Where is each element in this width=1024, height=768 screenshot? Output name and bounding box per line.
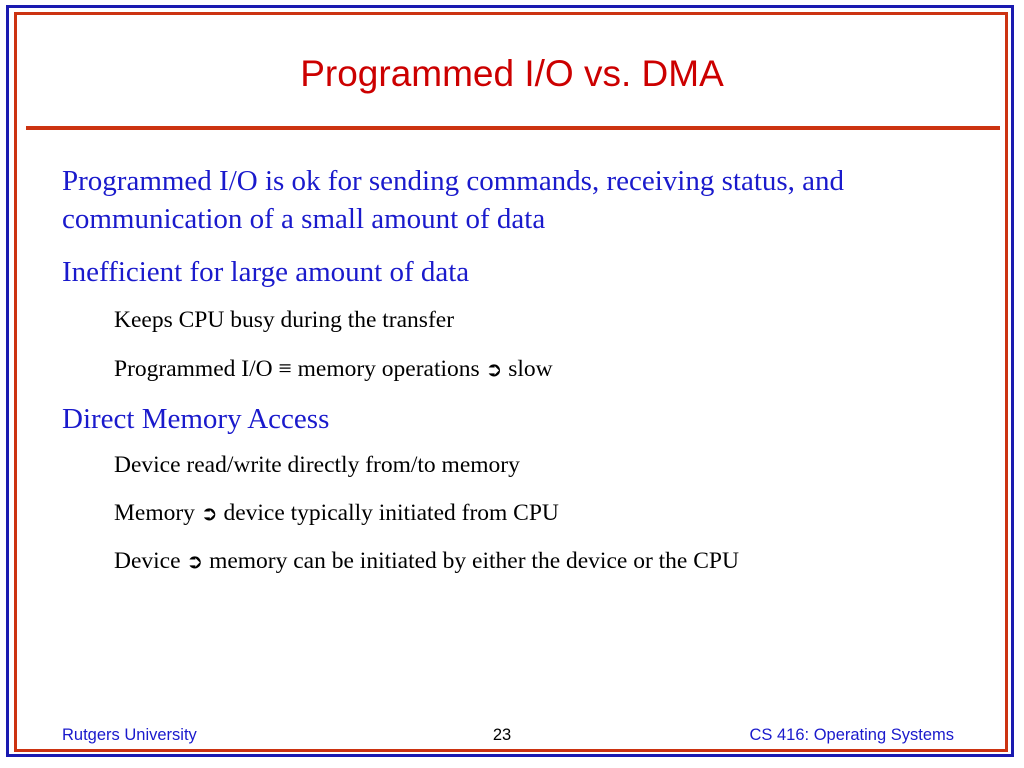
slide-body	[62, 162, 962, 576]
bullet-dma: Direct Memory Access	[62, 403, 330, 435]
subbullet-cpu-busy: Keeps CPU busy during the transfer	[114, 307, 455, 333]
subbullet-memory-operations: Programmed I/O ≡ memory operations ➲ slow	[114, 356, 553, 382]
bullet-programmed-io: Programmed I/O is ok for sending commands, receiving status, and communication of a small amount of data	[62, 165, 845, 235]
bullet-inefficient: Inefficient for large amount of data	[62, 256, 470, 288]
subbullet-device-to-memory: Device ➲ memory can be initiated by either the device or the CPU	[114, 548, 739, 574]
subbullet-memory-to-device: Memory ➲ device typically initiated from CPU	[114, 500, 559, 526]
arrow-icon: ➲	[200, 501, 218, 525]
equivalence-symbol: ≡	[278, 356, 292, 382]
footer-institution: Rutgers University	[62, 726, 197, 744]
subbullet-device-read-write: Device read/write directly from/to memory	[114, 452, 520, 478]
slide-title: Programmed I/O vs. DMA	[300, 53, 724, 94]
footer-course: CS 416: Operating Systems	[749, 726, 954, 744]
page-number: 23	[492, 726, 512, 744]
title-divider	[26, 126, 1000, 130]
arrow-icon: ➲	[485, 357, 503, 381]
arrow-icon: ➲	[186, 549, 204, 573]
